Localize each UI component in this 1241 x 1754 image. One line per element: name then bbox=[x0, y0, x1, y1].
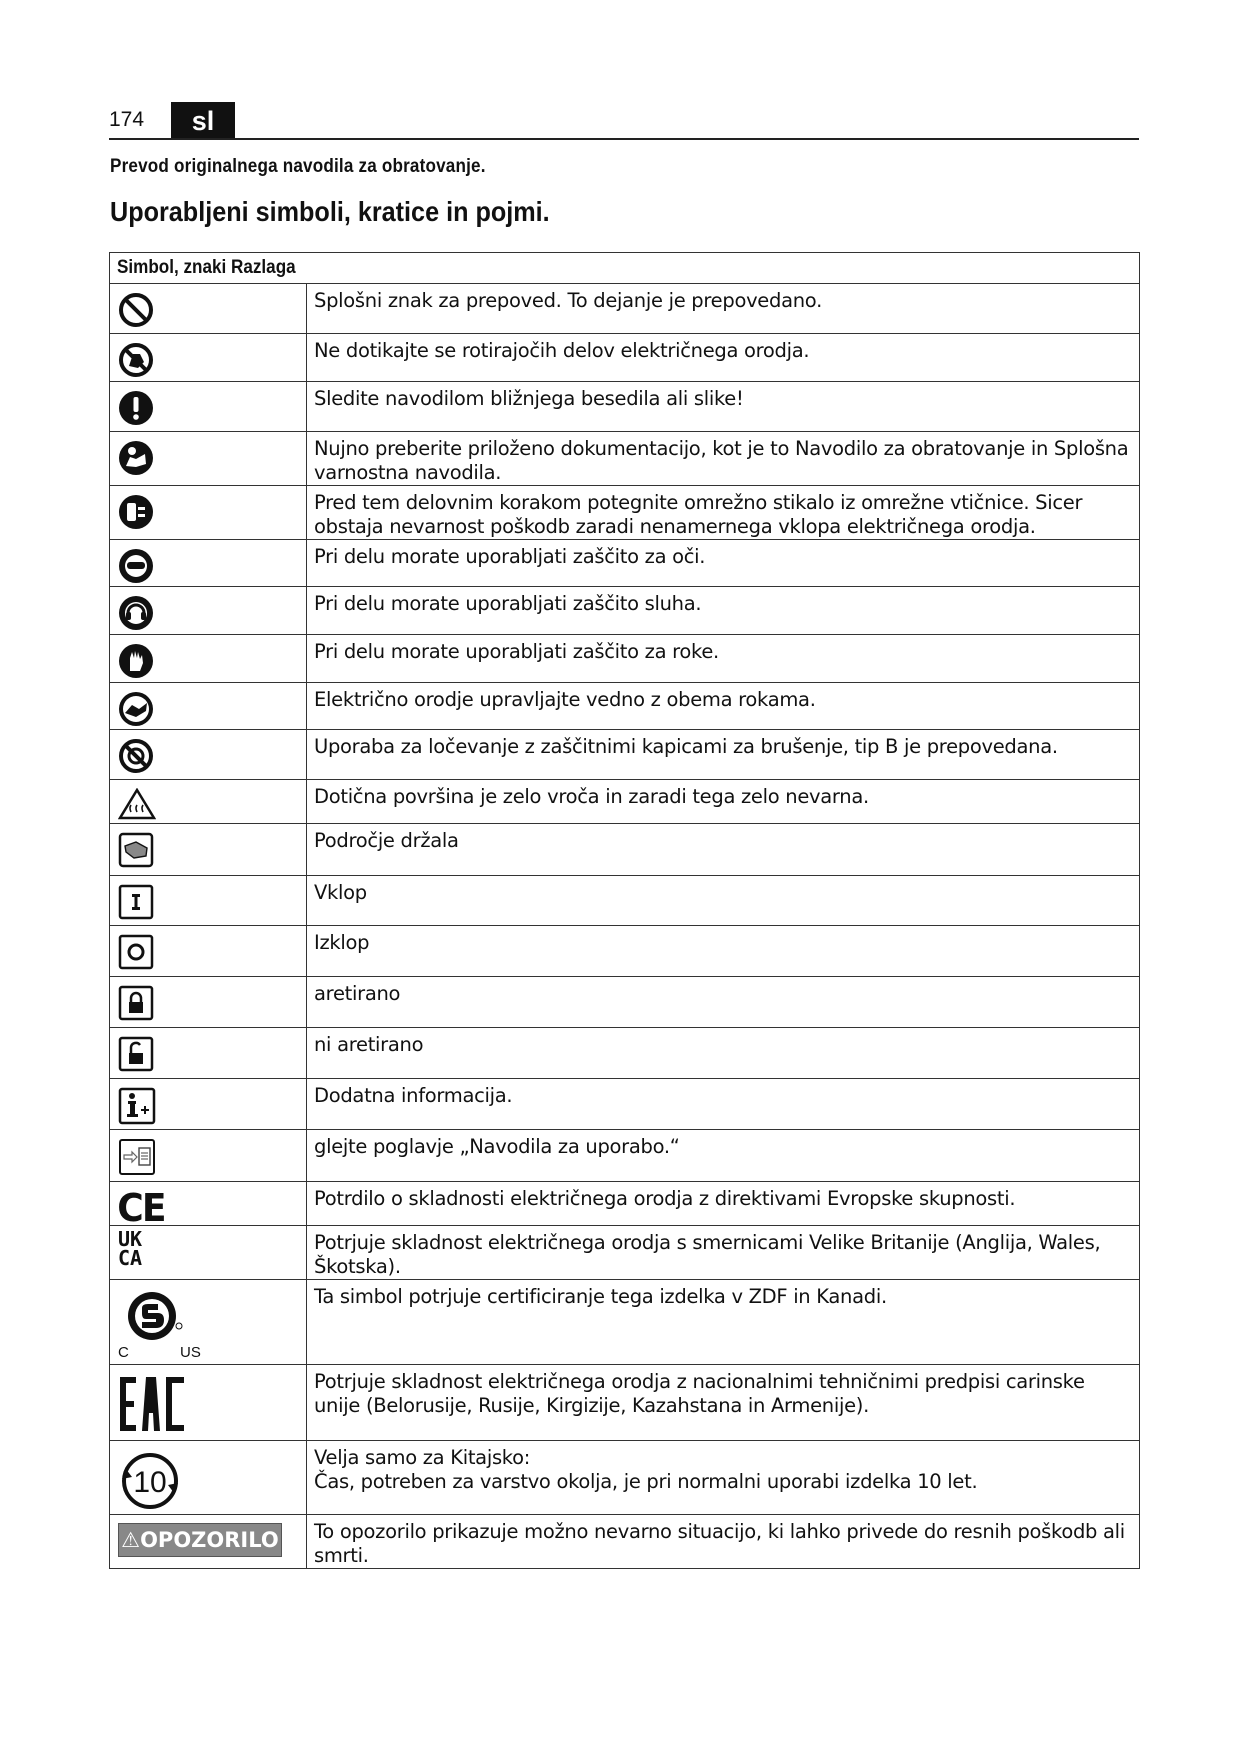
read-manual-icon bbox=[118, 440, 154, 476]
page-number: 174 bbox=[109, 108, 145, 131]
csa-us-label: US bbox=[180, 1344, 201, 1361]
table-row bbox=[110, 1226, 1140, 1280]
row-text: Potrjuje skladnost električnega orodja z nacionalnimi tehničnimi predpisi carinske unije (Belorusije, Rusije, Kirgizije, Kazahstana in Armenije). bbox=[307, 1365, 1140, 1441]
two-hands-icon bbox=[118, 691, 154, 727]
ukca-mark-icon bbox=[118, 1227, 143, 1270]
eac-mark-icon bbox=[118, 1373, 190, 1433]
prohibition-icon bbox=[118, 292, 154, 328]
warning-label-text: OPOZORILO bbox=[140, 1528, 279, 1552]
unlocked-icon bbox=[118, 1036, 154, 1072]
row-text: Uporaba za ločevanje z zaščitnimi kapicami za brušenje, tip B je prepovedana. bbox=[307, 730, 1140, 780]
power-on-icon bbox=[118, 884, 154, 920]
ukca-line2: CA bbox=[118, 1246, 143, 1270]
info-icon bbox=[118, 1087, 156, 1125]
row-text: Splošni znak za prepoved. To dejanje je prepovedano. bbox=[307, 284, 1140, 334]
row-text: glejte poglavje „Navodila za uporabo.“ bbox=[307, 1130, 1140, 1182]
china-10-years-icon bbox=[118, 1449, 182, 1513]
row-text: aretirano bbox=[307, 977, 1140, 1028]
table-header-row bbox=[110, 253, 1140, 284]
table-row bbox=[110, 780, 1140, 824]
row-text: Sledite navodilom bližnjega besedila ali slike! bbox=[307, 382, 1140, 432]
hot-surface-icon bbox=[118, 788, 156, 820]
unplug-icon bbox=[118, 494, 154, 530]
ukca-line1: UK bbox=[118, 1227, 143, 1251]
ce-mark-icon: CE bbox=[117, 1186, 165, 1230]
table-row bbox=[110, 432, 1140, 486]
table-row bbox=[110, 1365, 1140, 1441]
table-row bbox=[110, 1441, 1140, 1515]
table-row bbox=[110, 1028, 1140, 1079]
table-row bbox=[110, 382, 1140, 432]
china-10-label: 10 bbox=[133, 1466, 167, 1499]
table-row bbox=[110, 284, 1140, 334]
row-text: Dotična površina je zelo vroča in zaradi tega zelo nevarna. bbox=[307, 780, 1140, 824]
table-row bbox=[110, 926, 1140, 977]
table-row bbox=[110, 1130, 1140, 1182]
no-touch-rotating-parts-icon bbox=[118, 342, 154, 378]
row-text: Potrjuje skladnost električnega orodja s smernicami Velike Britanije (Anglija, Wales, Škotska). bbox=[307, 1226, 1140, 1280]
table-header bbox=[110, 253, 1140, 284]
no-cutting-type-b-icon bbox=[118, 738, 154, 774]
row-text bbox=[307, 1441, 1140, 1515]
table-row bbox=[110, 1515, 1140, 1569]
locked-icon bbox=[118, 985, 154, 1021]
exclamation-icon bbox=[118, 390, 154, 426]
document-subtitle: Prevod originalnega navodila za obratovanje. bbox=[110, 156, 486, 177]
table-header-label: Simbol, znaki Razlaga bbox=[117, 257, 296, 278]
table-row bbox=[110, 824, 1140, 876]
language-tab: sl bbox=[171, 102, 235, 138]
table-row bbox=[110, 635, 1140, 683]
table-row bbox=[110, 334, 1140, 382]
csa-c-label: C bbox=[118, 1344, 129, 1361]
row-text: Vklop bbox=[307, 876, 1140, 926]
see-chapter-icon bbox=[118, 1138, 156, 1176]
table-row bbox=[110, 730, 1140, 780]
page-header bbox=[109, 102, 1139, 140]
row-text: Dodatna informacija. bbox=[307, 1079, 1140, 1130]
hand-protection-icon bbox=[118, 643, 154, 679]
eye-protection-icon bbox=[118, 548, 154, 584]
table-row bbox=[110, 1182, 1140, 1226]
row-text: Izklop bbox=[307, 926, 1140, 977]
hearing-protection-icon bbox=[118, 595, 154, 631]
table-row bbox=[110, 486, 1140, 540]
table-row bbox=[110, 587, 1140, 635]
table-row bbox=[110, 876, 1140, 926]
row-text: Področje držala bbox=[307, 824, 1140, 876]
section-title: Uporabljeni simboli, kratice in pojmi. bbox=[110, 196, 550, 227]
row-text-line1: Velja samo za Kitajsko: bbox=[314, 1446, 530, 1469]
row-text: Nujno preberite priloženo dokumentacijo, kot je to Navodilo za obratovanje in Splošna varnostna navodila. bbox=[307, 432, 1140, 486]
row-text: Ta simbol potrjuje certificiranje tega izdelka v ZDF in Kanadi. bbox=[307, 1280, 1140, 1365]
table-row bbox=[110, 540, 1140, 587]
row-text-line2: Čas, potreben za varstvo okolja, je pri normalni uporabi izdelka 10 let. bbox=[314, 1470, 978, 1493]
table-row bbox=[110, 1079, 1140, 1130]
power-off-icon bbox=[118, 934, 154, 970]
warning-label-icon: ⚠OPOZORILO bbox=[118, 1523, 282, 1557]
row-text: Pred tem delovnim korakom potegnite omrežno stikalo iz omrežne vtičnice. Sicer obstaja nevarnost poškodb zaradi nenamernega vklopa električnega orodja. bbox=[307, 486, 1140, 540]
table-row bbox=[110, 977, 1140, 1028]
row-text: To opozorilo prikazuje možno nevarno situacijo, ki lahko privede do resnih poškodb ali smrti. bbox=[307, 1515, 1140, 1569]
table-row bbox=[110, 1280, 1140, 1365]
row-text: Ne dotikajte se rotirajočih delov električnega orodja. bbox=[307, 334, 1140, 382]
row-text: Pri delu morate uporabljati zaščito za roke. bbox=[307, 635, 1140, 683]
csa-mark-icon bbox=[124, 1288, 184, 1348]
row-text: Električno orodje upravljajte vedno z obema rokama. bbox=[307, 683, 1140, 730]
row-text: Potrdilo o skladnosti električnega orodja z direktivami Evropske skupnosti. bbox=[307, 1182, 1140, 1226]
row-text: Pri delu morate uporabljati zaščito za oči. bbox=[307, 540, 1140, 587]
table-row bbox=[110, 683, 1140, 730]
symbols-table bbox=[109, 252, 1140, 1569]
row-text: ni aretirano bbox=[307, 1028, 1140, 1079]
row-text: Pri delu morate uporabljati zaščito sluha. bbox=[307, 587, 1140, 635]
grip-area-icon bbox=[118, 832, 154, 868]
